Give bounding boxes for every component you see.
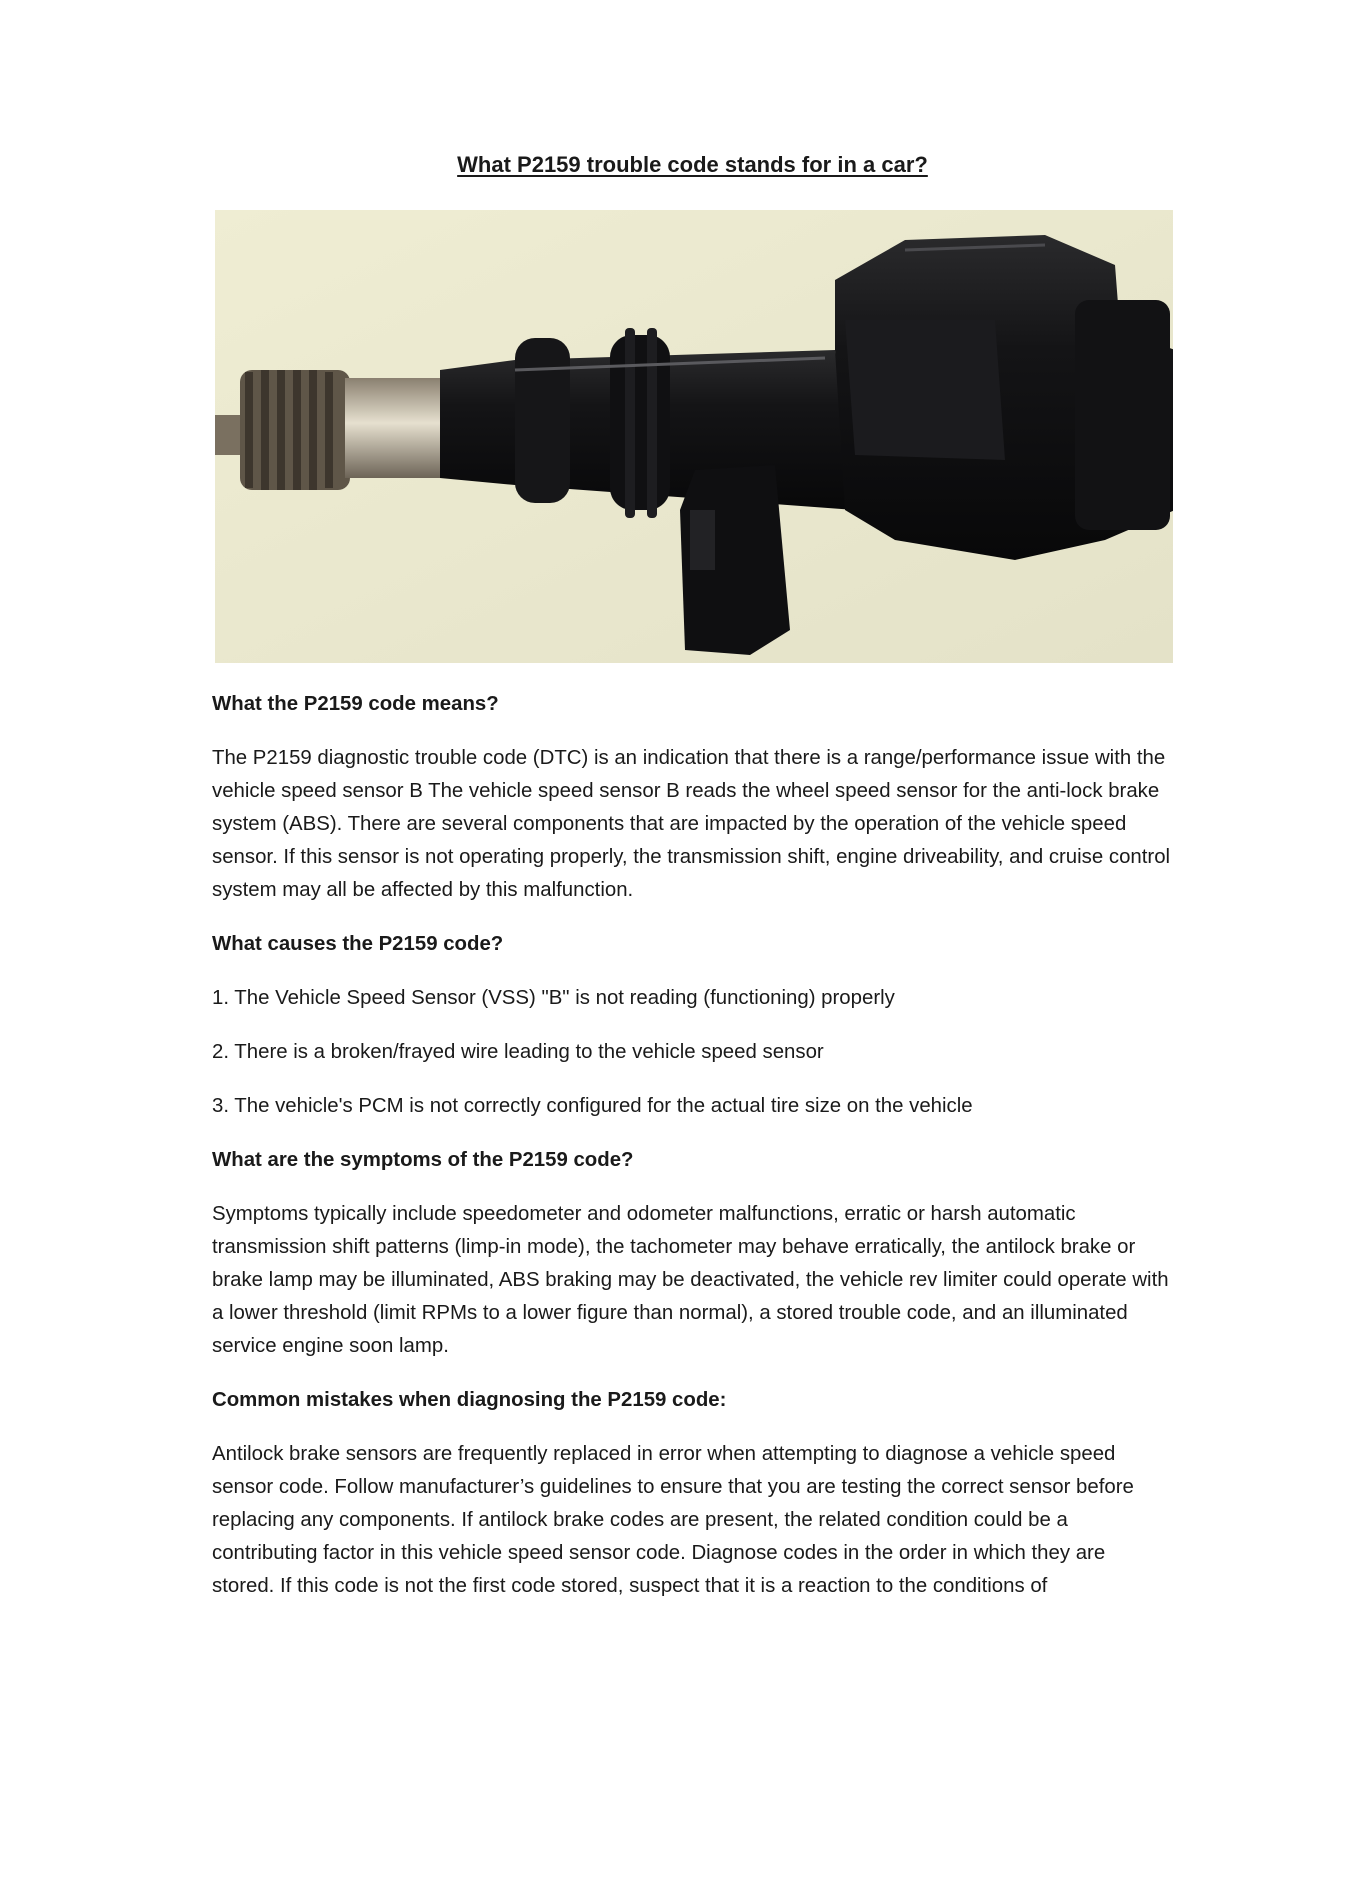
section-heading-symptoms: What are the symptoms of the P2159 code?	[212, 1149, 634, 1171]
section-heading-causes: What causes the P2159 code?	[212, 933, 504, 955]
list-item: 2. There is a broken/frayed wire leading to the vehicle speed sensor	[212, 1041, 824, 1063]
article-body	[212, 688, 1172, 1624]
section-body-means: The P2159 diagnostic trouble code (DTC) is an indication that there is a range/performance issue with the vehicle speed sensor B The vehicle speed sensor B reads the wheel speed sensor for the anti-lock brake system (ABS). There are several components that are impacted by the operation of the vehicle speed sensor. If this sensor is not operating properly, the transmission shift, engine driveability, and cruise control system may all be affected by this malfunction.	[212, 747, 1171, 901]
list-item: 1. The Vehicle Speed Sensor (VSS) "B" is not reading (functioning) properly	[212, 987, 895, 1009]
section-body-mistakes: Antilock brake sensors are frequently replaced in error when attempting to diagnose a vehicle speed sensor code. Follow manufacturer’s guidelines to ensure that you are testing the correct sensor before replacing any components. If antilock brake codes are present, the related condition could be a contributing factor in this vehicle speed sensor code. Diagnose codes in the order in which they are stored. If this code is not the first code stored, suspect that it is a reaction to the conditions of	[212, 1443, 1134, 1597]
section-heading-mistakes: Common mistakes when diagnosing the P2159 code:	[212, 1389, 727, 1411]
document-title: What P2159 trouble code stands for in a car?	[457, 152, 928, 177]
gear-shape	[240, 370, 350, 490]
section-heading-means: What the P2159 code means?	[212, 693, 499, 715]
section-body-symptoms: Symptoms typically include speedometer and odometer malfunctions, erratic or harsh automatic transmission shift patterns (limp-in mode), the tachometer may behave erratically, the antilock brake or brake lamp may be illuminated, ABS braking may be deactivated, the vehicle rev limiter could operate with a lower threshold (limit RPMs to a lower figure than normal), a stored trouble code, and an illuminated service engine soon lamp.	[212, 1203, 1169, 1357]
vehicle-speed-sensor-photo	[215, 210, 1173, 663]
list-item: 3. The vehicle's PCM is not correctly configured for the actual tire size on the vehicle	[212, 1095, 973, 1117]
